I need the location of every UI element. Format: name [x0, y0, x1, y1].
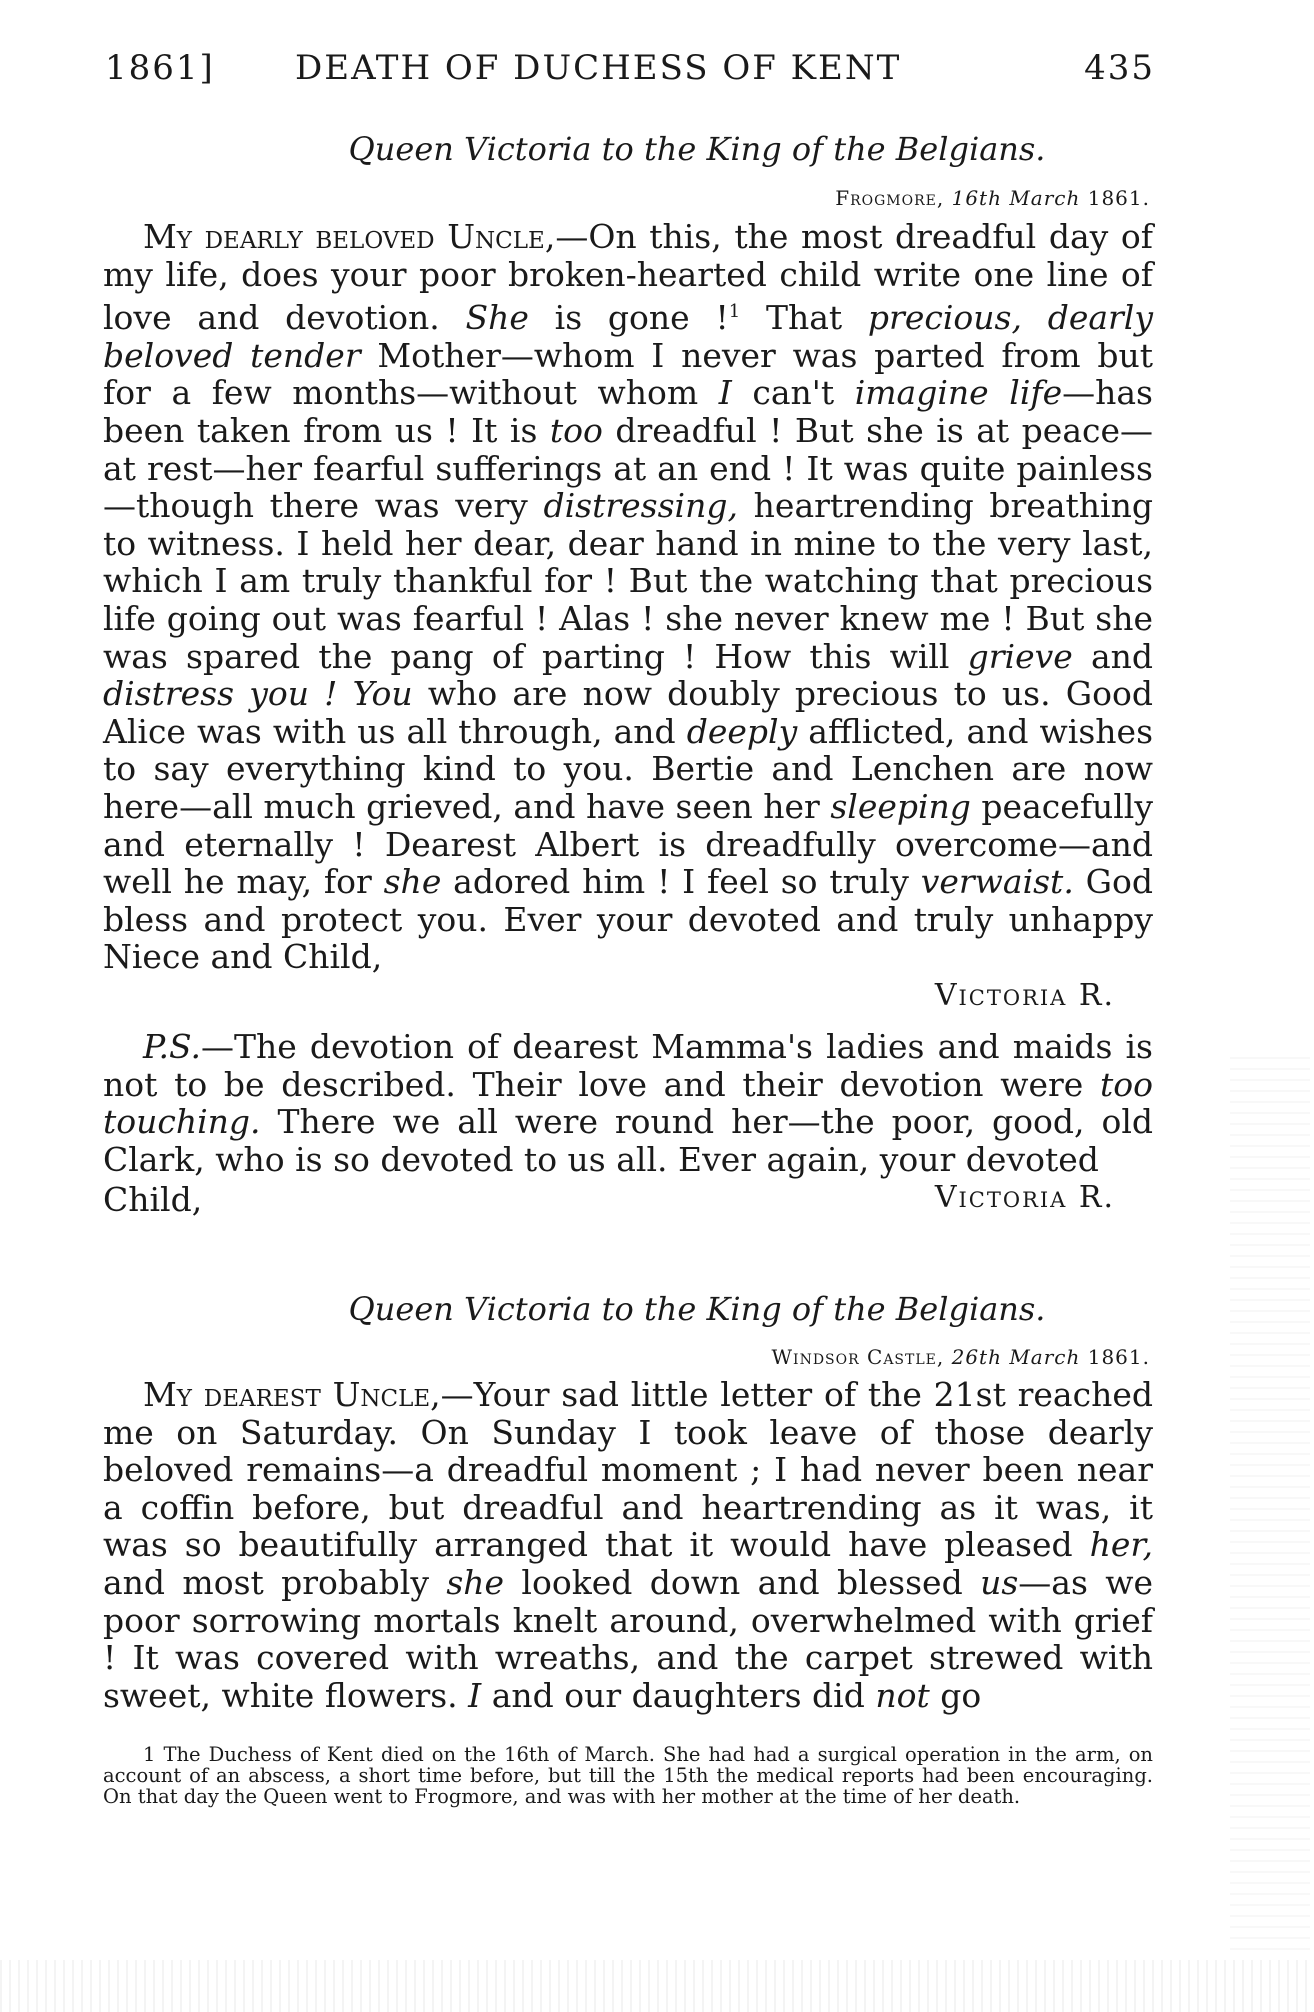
- footnote-ref: 1: [728, 301, 741, 323]
- postscript-signature: Victoria R.: [934, 1180, 1115, 1215]
- postscript-closing: Child, Victoria R.: [103, 1180, 1115, 1219]
- letter1-body: [103, 218, 1153, 976]
- ps-label: P.S.: [143, 1027, 201, 1066]
- scan-noise: [0, 1960, 1314, 2012]
- letter2-dateline: Windsor Castle, 26th March 1861.: [771, 1345, 1150, 1369]
- letter1-heading: Queen Victoria to the King of the Belgians.: [348, 130, 1046, 168]
- header-title: DEATH OF DUCHESS OF KENT: [295, 48, 902, 88]
- letter2-heading: Queen Victoria to the King of the Belgians.: [348, 1290, 1046, 1328]
- letter2-body: My dearest Uncle,—Your sad little letter of the 21st reached me on Saturday. On Sunday I took leave of those dearly beloved remains—a dreadful moment ; I had never been near a coffin before, but dreadful and heartrending as it was, it was so beautifully arranged that it would have pleased her, and most probably she looked down and blessed us—as we poor sorrowing mortals knelt around, overwhelmed with grief ! It was covered with wreaths, and the carpet strewed with sweet, white flowers. I and our daughters did not go: [103, 1375, 1154, 1715]
- running-header: [105, 48, 1155, 98]
- letter1-dateline: Frogmore, 16th March 1861.: [835, 186, 1150, 210]
- scan-noise-margin: [1230, 1050, 1310, 1950]
- footnote-number: 1: [143, 1743, 156, 1766]
- postscript: P.S.—The devotion of dearest Mamma's ladies and maids is not to be described. Their love and their devotion were too touching. There we all were round her—the poor, good, old Clark, who is so devoted to us all. Ever again, your devoted: [103, 1027, 1153, 1179]
- page-number: 435: [1084, 48, 1155, 88]
- salutation: My dearly beloved Uncle,: [143, 217, 556, 256]
- salutation-2: My dearest Uncle,: [143, 1375, 441, 1414]
- letter1-paragraph: My dearly beloved Uncle,—On this, the most dreadful day of my life, does your poor broken-hearted child write one line of love and devotion. She is gone !$^1$ That precious, dearly beloved tender Mother—whom I never was parted from but for a few months—without whom I can't imagine life—has been taken from us ! It is too dreadful ! But she is at peace—at rest—her fearful sufferings at an end ! It was quite painless—though there was very distressing, heartrending breathing to witness. I held her dear, dear hand in mine to the very last, which I am truly thankful for ! But the watching that precious life going out was fearful ! Alas ! she never knew me ! But she was spared the pang of parting ! How this will grieve and distress you ! You who are now doubly precious to us. Good Alice was with us all through, and deeply afflicted, and wishes to say everything kind to you. Bertie and Lenchen are now here—all much grieved, and have seen her sleeping peacefully and eternally ! Dearest Albert is dreadfully overcome—and well he may, for she adored him ! I feel so truly verwaist. God bless and protect you. Ever your devoted and truly unhappy Niece and Child,: [103, 217, 1154, 977]
- header-year: 1861]: [105, 48, 215, 88]
- footnote: 1 The Duchess of Kent died on the 16th of March. She had had a surgical operation in the arm, on account of an abscess, a short time before, but till the 15th the medical reports had been encouraging. On that day the Queen went to Frogmore, and was with her mother at the time of her death.: [103, 1743, 1153, 1808]
- letter1-signature: Victoria R.: [934, 978, 1115, 1013]
